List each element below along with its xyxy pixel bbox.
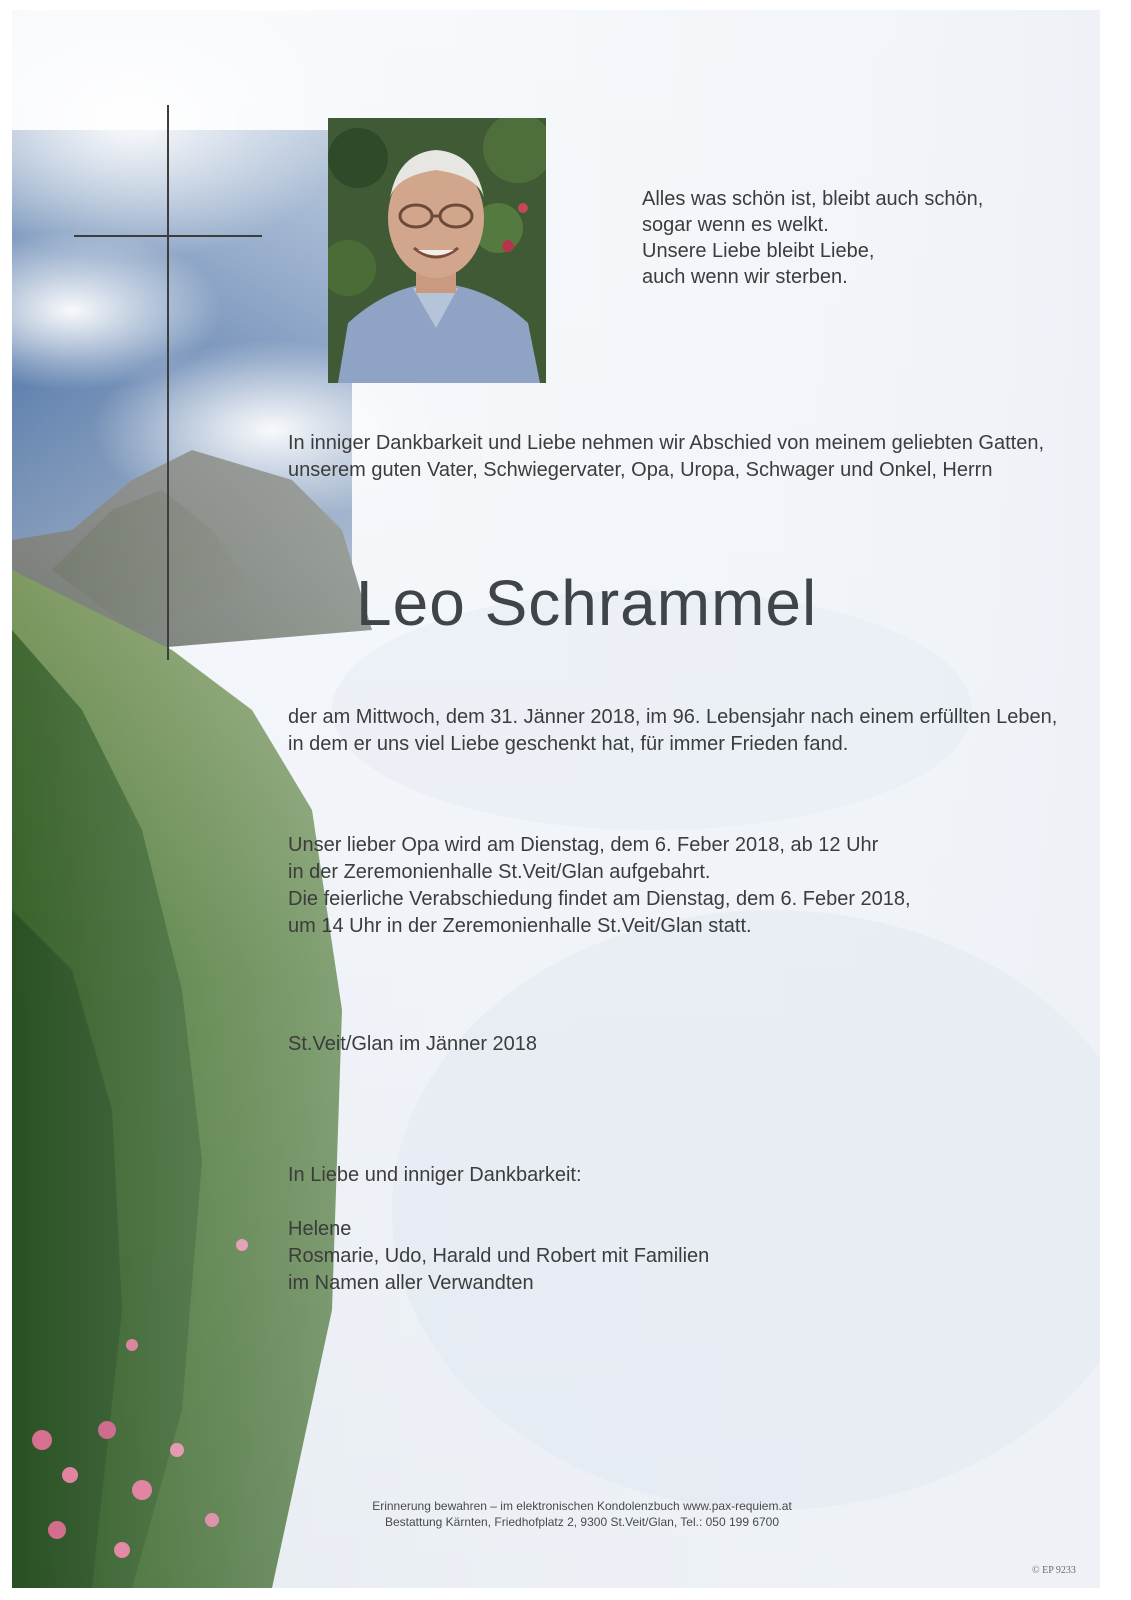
signoff-heading: In Liebe und inniger Dankbarkeit: bbox=[288, 1164, 582, 1186]
place-and-date: St.Veit/Glan im Jänner 2018 bbox=[288, 1033, 538, 1055]
mourner-line: Rosmarie, Udo, Harald und Robert mit Familien bbox=[288, 1245, 710, 1267]
print-code: © EP 9233 bbox=[1032, 1565, 1076, 1576]
obituary-sheet bbox=[12, 10, 1100, 1588]
death-notice-paragraph: der am Mittwoch, dem 31. Jänner 2018, im 96. Lebensjahr nach einem erfüllten Leben, in dem er uns viel Liebe geschenkt hat, für immer Frieden fand. bbox=[288, 706, 1058, 755]
memorial-quote bbox=[642, 186, 1062, 290]
quote-line: Unsere Liebe bleibt Liebe, bbox=[642, 240, 875, 262]
cross-horizontal-bar bbox=[74, 235, 262, 237]
quote-line: Alles was schön ist, bleibt auch schön, bbox=[642, 188, 984, 210]
mourner-line: im Namen aller Verwandten bbox=[288, 1272, 534, 1294]
funeral-home-footer bbox=[312, 1498, 852, 1530]
quote-line: sogar wenn es welkt. bbox=[642, 214, 829, 236]
mourner-line: Helene bbox=[288, 1218, 352, 1240]
cross-vertical-bar bbox=[167, 105, 169, 660]
ceremony-details bbox=[288, 832, 1078, 940]
footer-condolence-line: Erinnerung bewahren – im elektronischen Kondolenzbuch www.pax-requiem.at bbox=[372, 1499, 792, 1513]
mourners-list bbox=[288, 1216, 1078, 1297]
portrait-photo bbox=[328, 118, 546, 383]
ceremony-line: Unser lieber Opa wird am Dienstag, dem 6. Feber 2018, ab 12 Uhr bbox=[288, 834, 879, 856]
ceremony-line: Die feierliche Verabschiedung findet am Dienstag, dem 6. Feber 2018, bbox=[288, 888, 911, 910]
ceremony-line: in der Zeremonienhalle St.Veit/Glan aufgebahrt. bbox=[288, 861, 711, 883]
deceased-name: Leo Schrammel bbox=[356, 567, 818, 639]
ceremony-line: um 14 Uhr in der Zeremonienhalle St.Veit/Glan statt. bbox=[288, 915, 752, 937]
portrait-illustration bbox=[328, 118, 546, 383]
intro-paragraph: In inniger Dankbarkeit und Liebe nehmen wir Abschied von meinem geliebten Gatten, unserem guten Vater, Schwiegervater, Opa, Uropa, Schwager und Onkel, Herrn bbox=[288, 432, 1045, 481]
footer-address-line: Bestattung Kärnten, Friedhofplatz 2, 9300 St.Veit/Glan, Tel.: 050 199 6700 bbox=[384, 1515, 780, 1529]
quote-line: auch wenn wir sterben. bbox=[642, 266, 848, 288]
